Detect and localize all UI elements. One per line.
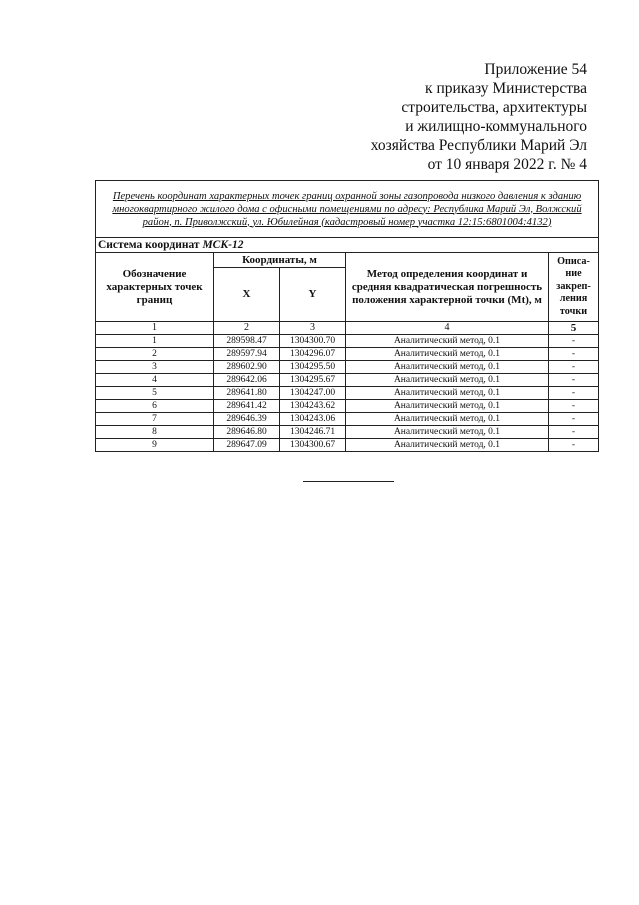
table-row: [96, 374, 599, 387]
row-y: 1304243.62: [280, 400, 346, 413]
header-x: X: [214, 268, 280, 322]
table-row: [96, 413, 599, 426]
table-title: Перечень координат характерных точек границ охранной зоны газопровода низкого давления к зданию многоквартирного жилого дома с офисными помещениями по адресу: Республика Марий Эл, Волжский район, п. Приволжский, ул. Юбилейная (кадастровый номер участка 12:15:6801004:4132): [96, 181, 599, 238]
col-number-4: 4: [346, 322, 549, 335]
row-x: 289641.42: [214, 400, 280, 413]
row-fixing: -: [549, 426, 599, 439]
coordinate-system-name: МСК-12: [202, 239, 244, 251]
document-header: [327, 60, 587, 174]
row-fixing: -: [549, 400, 599, 413]
row-y: 1304300.70: [280, 335, 346, 348]
row-y: 1304243.06: [280, 413, 346, 426]
header-line-3: строительства, архитектуры: [401, 99, 587, 116]
col-number-2: 2: [214, 322, 280, 335]
table-row: [96, 426, 599, 439]
row-method: Аналитический метод, 0.1: [346, 387, 549, 400]
row-fixing: -: [549, 335, 599, 348]
table-row: [96, 348, 599, 361]
col-number-3: 3: [280, 322, 346, 335]
row-fixing: -: [549, 439, 599, 452]
row-point-number: 4: [96, 374, 214, 387]
row-y: 1304295.67: [280, 374, 346, 387]
col-number-1: 1: [96, 322, 214, 335]
row-fixing: -: [549, 361, 599, 374]
row-point-number: 3: [96, 361, 214, 374]
row-method: Аналитический метод, 0.1: [346, 413, 549, 426]
row-x: 289641.80: [214, 387, 280, 400]
header-line-4: и жилищно-коммунального: [405, 118, 587, 135]
row-point-number: 6: [96, 400, 214, 413]
row-fixing: -: [549, 387, 599, 400]
row-point-number: 7: [96, 413, 214, 426]
row-fixing: -: [549, 374, 599, 387]
row-x: 289597.94: [214, 348, 280, 361]
row-fixing: -: [549, 413, 599, 426]
row-x: 289642.06: [214, 374, 280, 387]
row-point-number: 9: [96, 439, 214, 452]
table-row: [96, 335, 599, 348]
row-method: Аналитический метод, 0.1: [346, 400, 549, 413]
coordinate-system-label: Система координат: [98, 239, 203, 251]
row-fixing: -: [549, 348, 599, 361]
row-x: 289646.80: [214, 426, 280, 439]
row-method: Аналитический метод, 0.1: [346, 361, 549, 374]
row-method: Аналитический метод, 0.1: [346, 374, 549, 387]
row-y: 1304295.50: [280, 361, 346, 374]
row-y: 1304246.71: [280, 426, 346, 439]
header-coords: Координаты, м: [214, 253, 346, 268]
row-method: Аналитический метод, 0.1: [346, 335, 549, 348]
row-x: 289602.90: [214, 361, 280, 374]
header-y: Y: [280, 268, 346, 322]
header-method: Метод определения координат и средняя квадратическая погрешность положения характерной точки (Mt), м: [346, 253, 549, 322]
col-number-5: 5: [549, 322, 599, 335]
row-x: 289598.47: [214, 335, 280, 348]
header-point: Обозначение характерных точек границ: [96, 253, 214, 322]
table-row: [96, 439, 599, 452]
coordinate-system: [96, 238, 599, 253]
coordinates-table: [95, 180, 599, 452]
header-fixing: Описа-ние закреп-ления точки: [549, 253, 599, 322]
row-point-number: 1: [96, 335, 214, 348]
row-point-number: 2: [96, 348, 214, 361]
header-line-2: к приказу Министерства: [425, 80, 587, 97]
header-line-6: от 10 января 2022 г. № 4: [427, 156, 587, 173]
header-line-1: Приложение 54: [484, 61, 587, 78]
row-x: 289646.39: [214, 413, 280, 426]
row-point-number: 8: [96, 426, 214, 439]
row-method: Аналитический метод, 0.1: [346, 348, 549, 361]
row-method: Аналитический метод, 0.1: [346, 426, 549, 439]
row-y: 1304296.07: [280, 348, 346, 361]
row-method: Аналитический метод, 0.1: [346, 439, 549, 452]
row-y: 1304300.67: [280, 439, 346, 452]
end-divider: [303, 481, 394, 482]
table-row: [96, 361, 599, 374]
row-y: 1304247.00: [280, 387, 346, 400]
header-line-5: хозяйства Республики Марий Эл: [370, 137, 587, 154]
row-x: 289647.09: [214, 439, 280, 452]
row-point-number: 5: [96, 387, 214, 400]
table-row: [96, 387, 599, 400]
table-row: [96, 400, 599, 413]
